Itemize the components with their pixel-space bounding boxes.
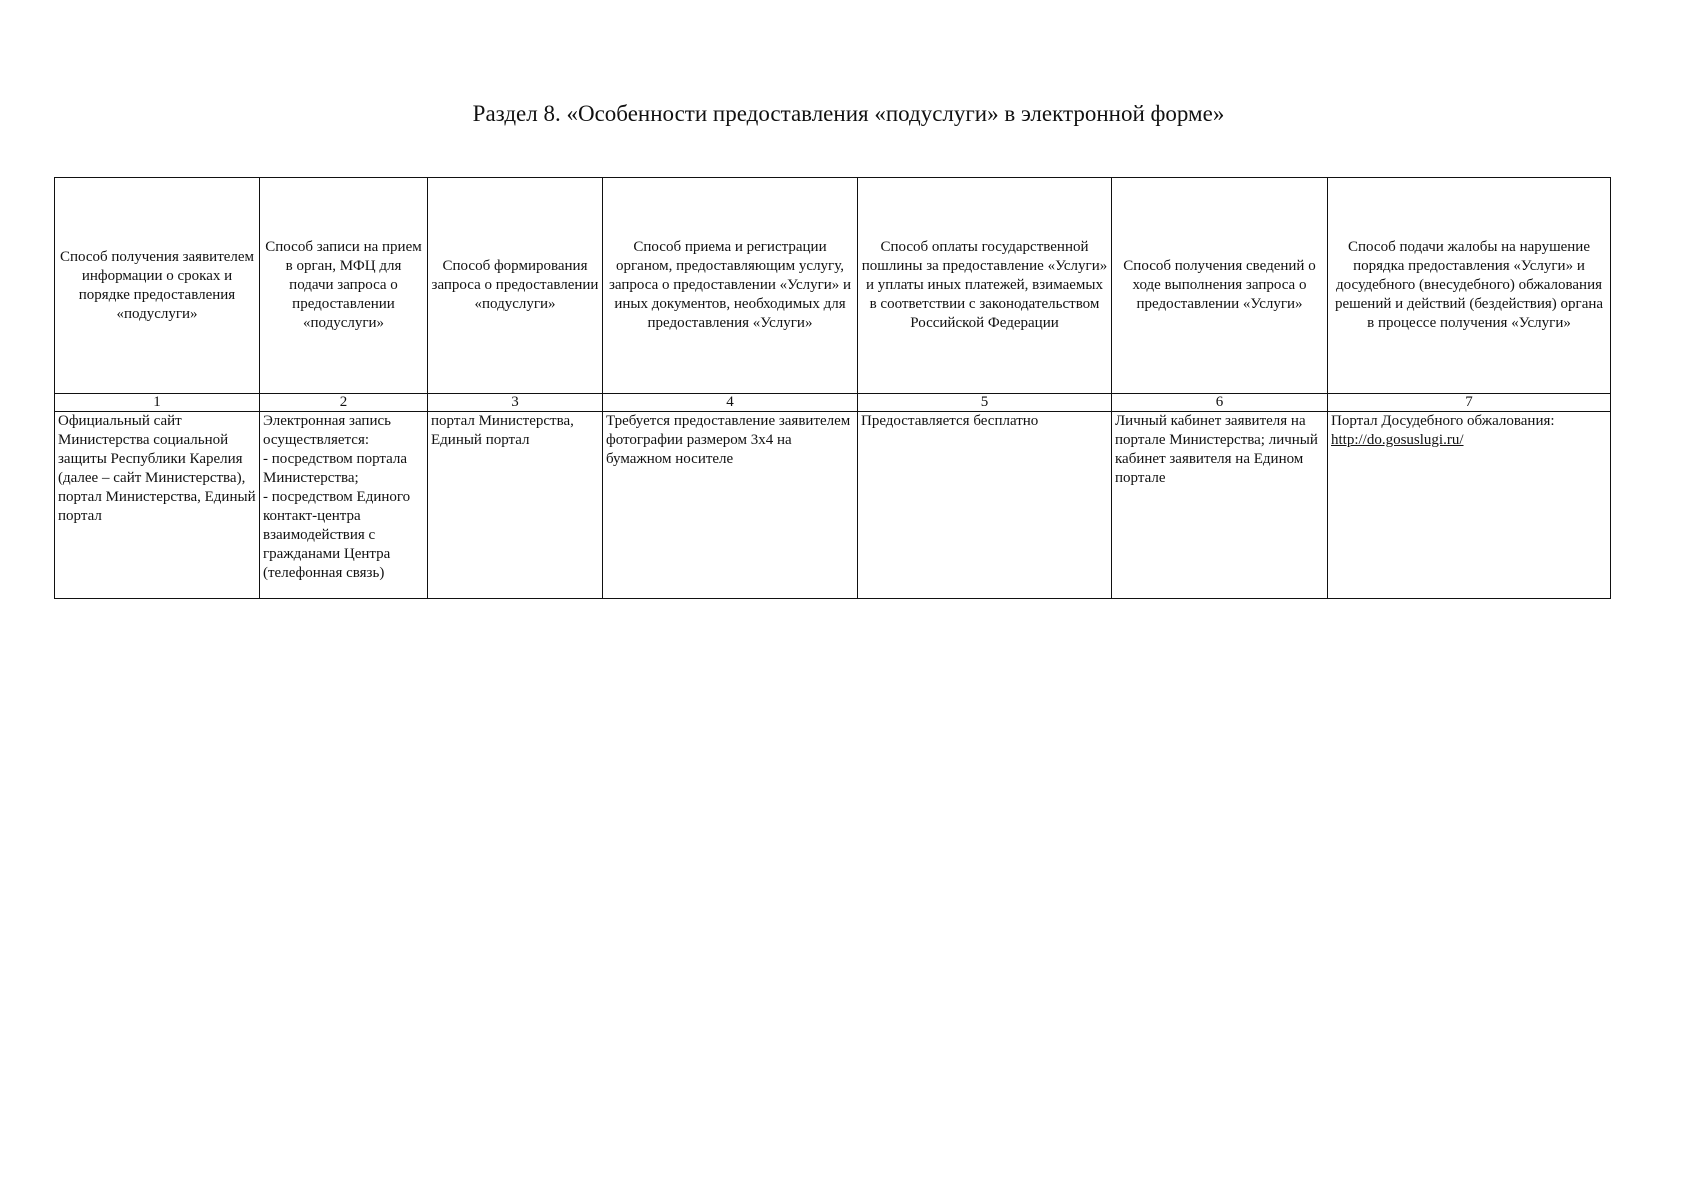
header-cell-3: Способ формирования запроса о предоставлении «подуслуги» bbox=[428, 178, 603, 394]
page-title: Раздел 8. «Особенности предоставления «подуслуги» в электронной форме» bbox=[472, 101, 1225, 126]
column-number: 6 bbox=[1112, 394, 1328, 412]
complaint-method-cell bbox=[1328, 412, 1611, 599]
header-cell-6: Способ получения сведений о ходе выполнения запроса о предоставлении «Услуги» bbox=[1112, 178, 1328, 394]
appointment-method-cell bbox=[260, 412, 428, 599]
info-method-cell: Официальный сайт Министерства социальной защиты Республики Карелия (далее – сайт Министерства), портал Министерства, Единый портал bbox=[55, 412, 260, 599]
services-table bbox=[54, 177, 1611, 599]
column-number: 5 bbox=[858, 394, 1112, 412]
column-number: 3 bbox=[428, 394, 603, 412]
registration-method-cell: Требуется предоставление заявителем фотографии размером 3х4 на бумажном носителе bbox=[603, 412, 858, 599]
complaint-portal-label: Портал Досудебного обжалования: bbox=[1331, 413, 1555, 429]
header-cell-1: Способ получения заявителем информации о сроках и порядке предоставления «подуслуги» bbox=[55, 178, 260, 394]
column-number: 1 bbox=[55, 394, 260, 412]
column-number: 2 bbox=[260, 394, 428, 412]
column-number: 7 bbox=[1328, 394, 1611, 412]
header-row bbox=[55, 178, 1611, 394]
payment-method-cell: Предоставляется бесплатно bbox=[858, 412, 1112, 599]
request-form-cell: портал Министерства, Единый портал bbox=[428, 412, 603, 599]
status-info-cell: Личный кабинет заявителя на портале Министерства; личный кабинет заявителя на Едином портале bbox=[1112, 412, 1328, 599]
header-cell-4: Способ приема и регистрации органом, предоставляющим услугу, запроса о предоставлении «Услуги» и иных документов, необходимых для предоставления «Услуги» bbox=[603, 178, 858, 394]
appointment-item: - посредством Единого контакт-центра взаимодействия с гражданами Центра (телефонная связь) bbox=[263, 489, 411, 581]
header-cell-2: Способ записи на прием в орган, МФЦ для подачи запроса о предоставлении «подуслуги» bbox=[260, 178, 428, 394]
appointment-intro: Электронная запись осуществляется: bbox=[263, 413, 391, 448]
column-number-row bbox=[55, 394, 1611, 412]
appointment-item: - посредством портала Министерства; bbox=[263, 451, 408, 486]
table-row bbox=[55, 412, 1611, 599]
header-cell-5: Способ оплаты государственной пошлины за предоставление «Услуги» и уплаты иных платежей, взимаемых в соответствии с законодательством Российской Федерации bbox=[858, 178, 1112, 394]
header-cell-7: Способ подачи жалобы на нарушение порядка предоставления «Услуги» и досудебного (внесудебного) обжалования решений и действий (бездействия) органа в процессе получения «Услуги» bbox=[1328, 178, 1611, 394]
column-number: 4 bbox=[603, 394, 858, 412]
complaint-portal-link[interactable]: http://do.gosuslugi.ru/ bbox=[1331, 432, 1464, 448]
